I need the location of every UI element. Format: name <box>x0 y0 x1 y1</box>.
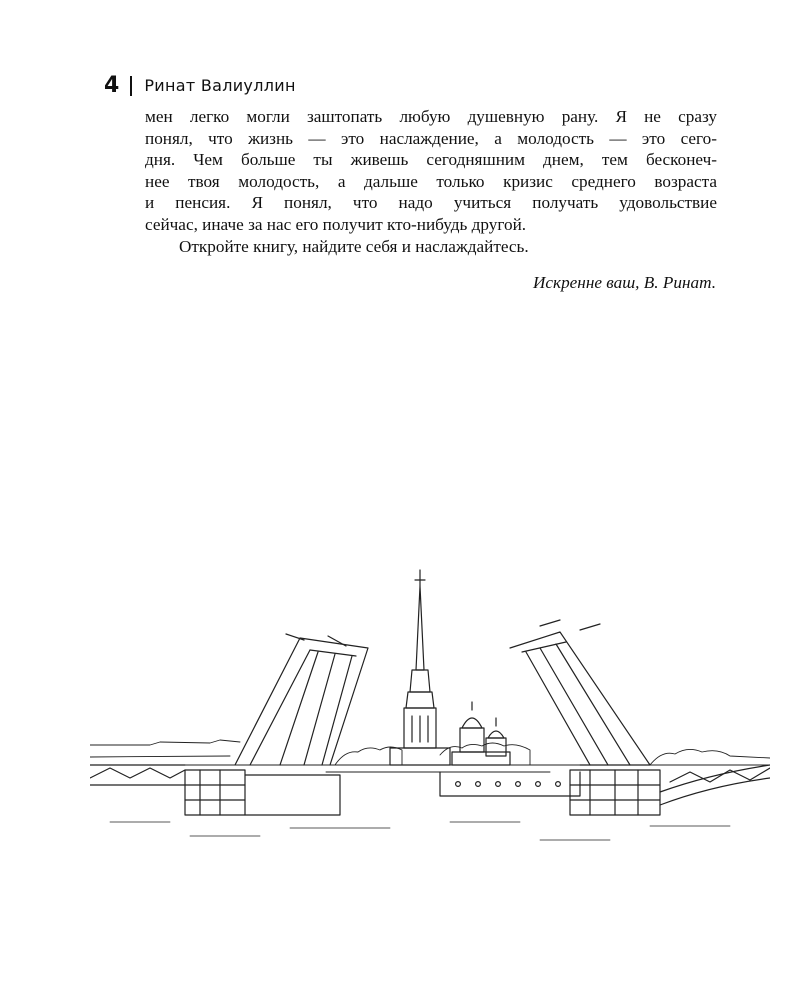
far-shore <box>90 740 770 772</box>
fortress-wall <box>440 772 580 796</box>
page-number: 4 <box>104 73 119 98</box>
cathedral-spire <box>390 570 450 765</box>
text-line: нее твоя молодость, а дальше только кризис среднего возраста <box>145 171 717 191</box>
left-bridge-pier <box>90 765 340 815</box>
drawbridge-illustration <box>90 560 770 850</box>
text-line: мен легко могли заштопать любую душевную рану. Я не сразу <box>145 107 717 126</box>
text-line: и пенсия. Я понял, что надо учиться получать удовольствие <box>145 193 717 213</box>
text-line: понял, что жизнь — это наслаждение, а молодость — это сего- <box>145 128 717 148</box>
closing-line: Откройте книгу, найдите себя и наслаждайтесь. <box>179 236 529 256</box>
text-line: дня. Чем больше ты живешь сегодняшним днем, тем бесконеч- <box>145 150 717 170</box>
left-bridge-leaf <box>235 634 368 765</box>
page-header <box>104 74 296 98</box>
text-line: сейчас, иначе за нас его получит кто-нибудь другой. <box>145 214 527 234</box>
river-water <box>110 822 730 840</box>
body-paragraph <box>145 106 717 257</box>
signature: Искренне ваш, В. Ринат. <box>532 273 716 292</box>
right-bridge-leaf <box>510 620 650 765</box>
running-head-author: Ринат Валиуллин <box>144 76 296 95</box>
right-bridge-pier <box>570 765 770 815</box>
cathedral-domes <box>452 702 510 765</box>
header-divider <box>130 76 132 96</box>
